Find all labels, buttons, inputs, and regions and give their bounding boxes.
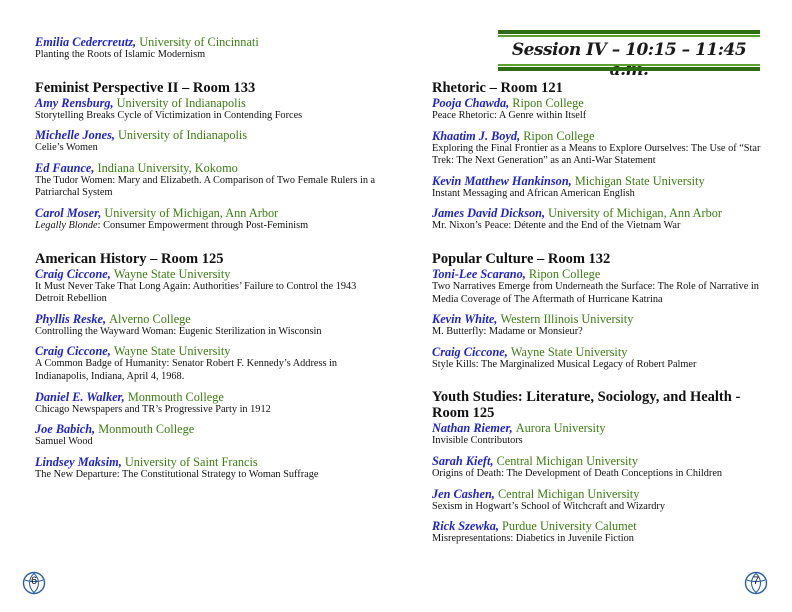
- presenter-affiliation: Ripon College: [528, 266, 601, 281]
- presenter-line: Joe Babich, Monmouth College: [35, 422, 195, 437]
- presentation-title: [432, 281, 778, 306]
- presentation-entry: [35, 161, 380, 200]
- page-number: 7: [752, 575, 760, 587]
- presentation-title: [35, 358, 380, 383]
- page-number: 6: [30, 575, 38, 587]
- session-section: [432, 251, 778, 371]
- presentation-title-text: Samuel Wood: [35, 436, 93, 448]
- presentation-title-text: Misrepresentations: Diabetics in Juvenile Fiction: [432, 533, 634, 545]
- presentation-title-italic: Legally Blonde: [35, 219, 98, 231]
- presenter-affiliation: Ripon College: [512, 96, 584, 110]
- presentation-title: [432, 326, 778, 339]
- presentation-title-text: The Tudor Women: Mary and Elizabeth. A Comparison of Two Female Rulers in a Patriarchal System: [35, 174, 376, 199]
- presenter-name: Phyllis Reske: [35, 311, 103, 326]
- presentation-title: [35, 326, 380, 339]
- presenter-line: Nathan Riemer, Aurora University: [432, 421, 606, 436]
- presenter-name: Pooja Chawda: [432, 96, 507, 110]
- presenter-affiliation: University of Indianapolis: [118, 128, 248, 143]
- presenter-name: Khaatim J. Boyd: [432, 128, 518, 143]
- presentation-entry: [35, 455, 380, 482]
- presentation-entry: [35, 35, 380, 62]
- section-heading: Popular Culture – Room 132: [432, 250, 611, 267]
- presenter-line: Pooja Chawda, Ripon College: [432, 96, 584, 110]
- presentation-entry: [432, 174, 778, 201]
- presentation-entry: [432, 267, 778, 306]
- presentation-title-text: Chicago Newspapers and TR’s Progressive Party in 1912: [35, 403, 271, 415]
- presentation-title: [35, 469, 380, 482]
- presenter-name: Joe Babich: [35, 422, 93, 437]
- presentation-title: [432, 143, 778, 168]
- presentation-title: [432, 359, 778, 372]
- presenter-affiliation: Michigan State University: [574, 173, 705, 188]
- presentation-title-text: M. Butterfly: Madame or Monsieur?: [432, 326, 583, 338]
- presenter-line: Michelle Jones, University of Indianapolis: [35, 128, 248, 143]
- presenter-line: Toni-Lee Scarano, Ripon College: [432, 266, 601, 281]
- presenter-line: James David Dickson, University of Michigan, Ann Arbor: [432, 206, 722, 221]
- presentation-title-text: Invisible Contributors: [432, 435, 523, 447]
- session-section: [432, 389, 778, 545]
- presenter-name: Craig Ciccone: [432, 344, 505, 359]
- presenter-name: Lindsey Maksim: [35, 454, 119, 469]
- presentation-entry: [432, 421, 778, 448]
- presentation-title: [432, 435, 778, 448]
- presenter-name: James David Dickson: [432, 206, 542, 221]
- presenter-affiliation: Western Illinois University: [500, 312, 634, 327]
- presenter-affiliation: Central Michigan University: [496, 453, 638, 468]
- presenter-name: Sarah Kieft: [432, 453, 491, 468]
- presentation-title-text: Origins of Death: The Development of Death Conceptions in Children: [432, 467, 723, 479]
- presentation-title: [35, 436, 380, 449]
- presentation-entry: [432, 312, 778, 339]
- presenter-affiliation: Central Michigan University: [497, 486, 640, 501]
- presenter-affiliation: University of Cincinnati: [139, 35, 259, 49]
- presenter-line: Craig Ciccone, Wayne State University: [432, 344, 628, 359]
- page-number-6: [22, 571, 46, 595]
- presentation-entry: [35, 312, 380, 339]
- presentation-title-text: Two Narratives Emerge from Underneath the Surface: The Role of Narrative in Media Coverage of The Aftermath of Hurricane Katrina: [432, 280, 759, 305]
- presenter-line: Kevin Matthew Hankinson, Michigan State University: [432, 173, 705, 188]
- presentation-title-text: Mr. Nixon’s Peace: Détente and the End of the Vietnam War: [432, 220, 681, 232]
- session-section: [35, 251, 380, 482]
- presenter-name: Kevin White: [432, 312, 495, 327]
- presenter-name: Craig Ciccone: [35, 266, 108, 281]
- presenter-line: Jen Cashen, Central Michigan University: [432, 486, 640, 501]
- presentation-title-text: Planting the Roots of Islamic Modernism: [35, 49, 206, 60]
- presenter-name: Daniel E. Walker: [35, 389, 122, 404]
- section-heading: Feminist Perspective II – Room 133: [35, 79, 256, 96]
- presenter-affiliation: Ripon College: [523, 128, 595, 143]
- presenter-line: Ed Faunce, Indiana University, Kokomo: [35, 160, 238, 175]
- presentation-entry: [432, 519, 778, 546]
- page-number-7: [744, 571, 768, 595]
- presenter-line: Khaatim J. Boyd, Ripon College: [432, 128, 595, 143]
- presenter-name: Kevin Matthew Hankinson: [432, 173, 569, 188]
- right-column: [432, 80, 778, 564]
- presenter-name: Jen Cashen: [432, 486, 492, 501]
- presenter-line: Craig Ciccone, Wayne State University: [35, 266, 231, 281]
- presentation-title: [35, 281, 380, 306]
- presenter-name: Rick Szewka: [432, 519, 496, 534]
- presentation-title-text: Controlling the Wayward Woman: Eugenic Sterilization in Wisconsin: [35, 325, 322, 337]
- presenter-affiliation: Indiana University, Kokomo: [97, 160, 238, 175]
- section-heading: Youth Studies: Literature, Sociology, and Health - Room 125: [432, 389, 741, 422]
- session-title: Session IV – 10:15 – 11:45: [511, 40, 747, 60]
- top-entries: [35, 35, 380, 62]
- presenter-affiliation: University of Michigan, Ann Arbor: [548, 206, 722, 221]
- presentation-title-text: Style Kills: The Marginalized Musical Legacy of Robert Palmer: [432, 358, 697, 370]
- presentation-title-text: It Must Never Take That Long Again: Authorities’ Failure to Control the 1943 Detroit Rebellion: [35, 280, 357, 305]
- presentation-entry: [432, 487, 778, 514]
- presentation-title: [35, 49, 380, 62]
- presentation-title: [35, 220, 380, 233]
- presenter-line: Rick Szewka, Purdue University Calumet: [432, 519, 637, 534]
- presenter-affiliation: Wayne State University: [113, 344, 231, 359]
- presentation-entry: [35, 344, 380, 383]
- presentation-title-text: : Consumer Empowerment through Post-Feminism: [97, 219, 309, 231]
- presentation-entry: [432, 129, 778, 168]
- presentation-title-text: Celie’s Women: [35, 142, 98, 154]
- presenter-line: Daniel E. Walker, Monmouth College: [35, 389, 224, 404]
- presenter-name: Toni-Lee Scarano: [432, 266, 523, 281]
- session-section: [35, 80, 380, 233]
- presenter-affiliation: Monmouth College: [98, 422, 195, 437]
- presenter-name: Michelle Jones: [35, 128, 112, 143]
- presenter-affiliation: University of Michigan, Ann Arbor: [104, 205, 279, 220]
- presentation-title: [35, 110, 380, 123]
- presentation-entry: [432, 345, 778, 372]
- presentation-entry: [35, 128, 380, 155]
- presentation-entry: [35, 96, 380, 123]
- presentation-title-text: Instant Messaging and African American English: [432, 187, 635, 199]
- presenter-affiliation: University of Indianapolis: [116, 95, 246, 110]
- presentation-title: [432, 533, 778, 546]
- presentation-entry: [35, 206, 380, 233]
- presenter-affiliation: Wayne State University: [113, 266, 231, 281]
- left-sections: [35, 80, 380, 500]
- presentation-title-text: Sexism in Hogwart’s School of Witchcraft and Wizardry: [432, 500, 665, 512]
- presenter-name: Nathan Riemer: [432, 421, 510, 436]
- presenter-line: Sarah Kieft, Central Michigan University: [432, 453, 638, 468]
- presentation-entry: [35, 390, 380, 417]
- presentation-title-text: Exploring the Final Frontier as a Means to Explore Ourselves: The Use of “Star Trek: The Next Generation” as an Anti-War Statement: [432, 142, 761, 167]
- presentation-title: [35, 175, 380, 200]
- presentation-title-text: Storytelling Breaks Cycle of Victimization in Contending Forces: [35, 109, 303, 121]
- presenter-line: Kevin White, Western Illinois University: [432, 312, 634, 327]
- presentation-title: [35, 404, 380, 417]
- presentation-title: [35, 142, 380, 155]
- presentation-title-text: Peace Rhetoric: A Genre within Itself: [432, 110, 587, 121]
- presentation-entry: [432, 454, 778, 481]
- presenter-affiliation: Alverno College: [109, 311, 191, 326]
- presentation-title: [432, 188, 778, 201]
- presenter-name: Carol Moser: [35, 205, 99, 220]
- right-page: [396, 0, 792, 612]
- presenter-line: Carol Moser, University of Michigan, Ann Arbor: [35, 205, 279, 220]
- presenter-line: Lindsey Maksim, University of Saint Francis: [35, 454, 258, 469]
- presenter-affiliation: University of Saint Francis: [124, 454, 258, 469]
- presentation-title: [432, 468, 778, 481]
- presenter-name: Emilia Cedercreutz: [35, 35, 134, 49]
- presenter-name: Craig Ciccone: [35, 344, 108, 359]
- presentation-title: [432, 501, 778, 514]
- section-heading: Rhetoric – Room 121: [432, 80, 563, 96]
- presentation-title: [432, 220, 778, 233]
- right-sections: [432, 80, 778, 564]
- presentation-entry: [35, 422, 380, 449]
- presentation-entry: [432, 206, 778, 233]
- presentation-entry: [35, 267, 380, 306]
- presenter-affiliation: Wayne State University: [510, 344, 628, 359]
- presenter-line: Phyllis Reske, Alverno College: [35, 311, 191, 326]
- presentation-title-text: The New Departure: The Constitutional Strategy to Woman Suffrage: [35, 468, 319, 480]
- presenter-name: Ed Faunce: [35, 160, 92, 175]
- presenter-affiliation: Aurora University: [515, 421, 606, 436]
- presenter-line: Amy Rensburg, University of Indianapolis: [35, 95, 246, 110]
- presenter-name: Amy Rensburg: [35, 95, 111, 110]
- presenter-affiliation: Monmouth College: [127, 389, 224, 404]
- presenter-line: Emilia Cedercreutz, University of Cincinnati: [35, 35, 259, 49]
- section-heading: American History – Room 125: [35, 250, 224, 267]
- presenter-line: Craig Ciccone, Wayne State University: [35, 344, 231, 359]
- presentation-entry: [432, 96, 778, 123]
- presenter-affiliation: Purdue University Calumet: [502, 519, 637, 534]
- session-section: [432, 80, 778, 233]
- left-column: [35, 35, 380, 499]
- presentation-title: [432, 110, 778, 123]
- presentation-title-text: A Common Badge of Humanity: Senator Robert F. Kennedy’s Address in Indianapolis, Indiana, April 4, 1968.: [35, 358, 338, 382]
